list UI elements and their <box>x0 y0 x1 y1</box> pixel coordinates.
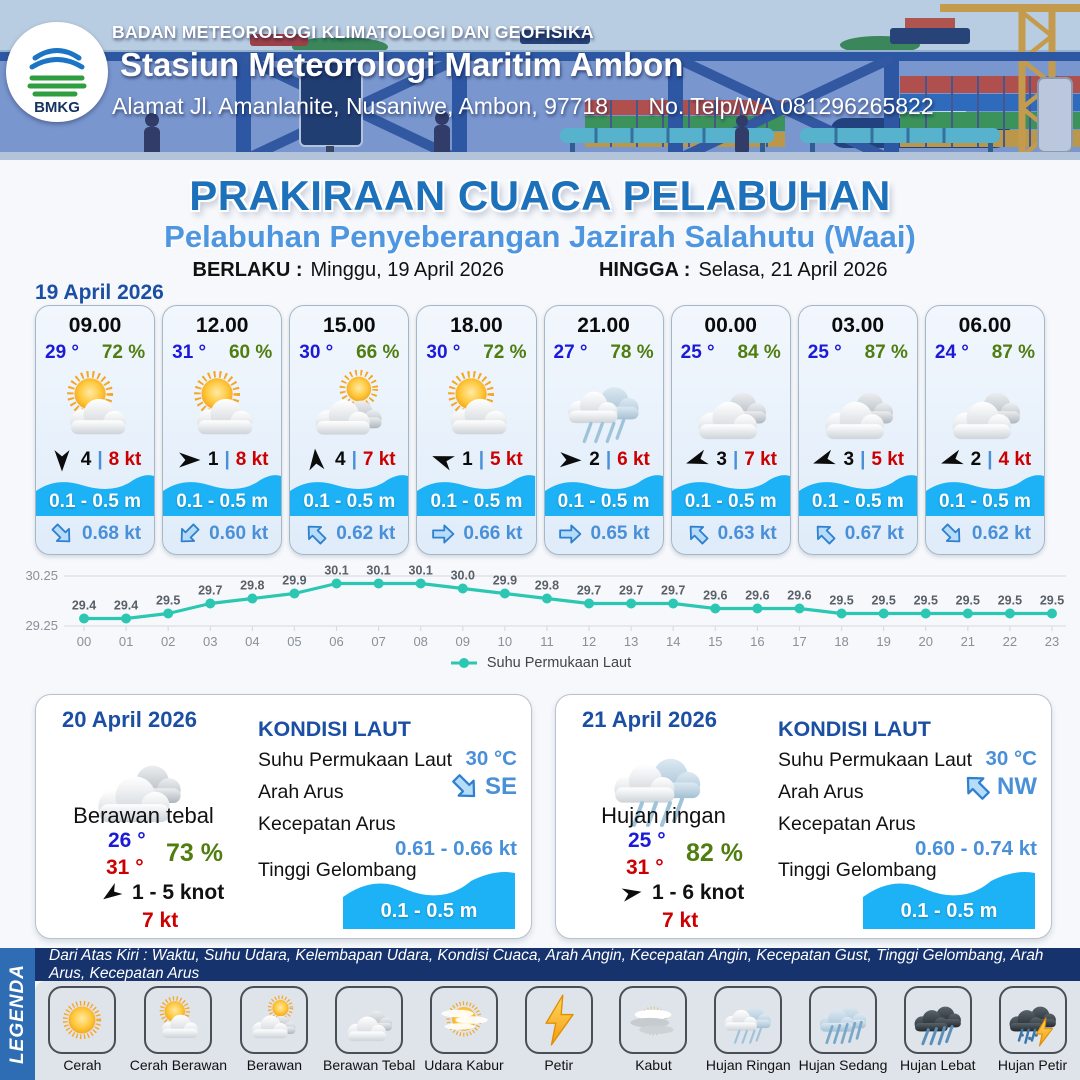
legend-item-label: Hujan Petir <box>997 1057 1068 1073</box>
daily-wind-range: 1 - 6 knot <box>652 881 745 904</box>
gust-speed: 7 kt <box>744 449 778 470</box>
legend-item <box>796 981 891 1080</box>
wave-height-band <box>163 471 281 516</box>
weather-icon <box>417 366 535 448</box>
sea-heading: KONDISI LAUT <box>258 717 411 741</box>
sea-heading: KONDISI LAUT <box>778 717 931 741</box>
weather-icon <box>163 366 281 448</box>
hourly-cards-row <box>35 305 1045 555</box>
legend-weather-icon <box>437 993 491 1047</box>
gust-separator: | <box>732 449 739 470</box>
daily-gust: 7 kt <box>662 909 699 932</box>
current-speed: 0.65 kt <box>590 523 650 544</box>
daily-weather-desc: Hujan ringan <box>601 803 726 828</box>
wind-row <box>36 447 154 473</box>
legend-vertical-label: LEGENDA <box>6 964 28 1064</box>
daily-gust: 7 kt <box>142 909 179 932</box>
card-time: 21.00 <box>577 314 630 337</box>
hourly-date: 19 April 2026 <box>35 281 164 304</box>
svg-text:19: 19 <box>876 634 891 649</box>
validity-row <box>0 259 1080 282</box>
hourly-forecast-card <box>925 305 1045 555</box>
svg-text:16: 16 <box>750 634 765 649</box>
wave-height: 0.1 - 0.5 m <box>430 491 523 512</box>
legend-weather-icon <box>626 993 680 1047</box>
gust-separator: | <box>478 449 485 470</box>
temp-humidity-row <box>417 338 535 364</box>
legend-item <box>511 981 606 1080</box>
sst-label: Suhu Permukaan Laut <box>258 749 453 771</box>
current-speed: 0.63 kt <box>717 523 777 544</box>
legend-item-label: Cerah Berawan <box>129 1057 228 1073</box>
legend-weather-icon <box>532 993 586 1047</box>
card-time: 00.00 <box>704 314 757 337</box>
header <box>0 0 1080 160</box>
current-direction-icon <box>954 764 999 809</box>
berlaku-value: Minggu, 19 April 2026 <box>310 259 504 281</box>
svg-text:14: 14 <box>665 634 681 649</box>
station-phone: No. Telp/WA 081296265822 <box>648 93 934 119</box>
gust-separator: | <box>351 449 357 470</box>
agency-name: BADAN METEOROLOGI KLIMATOLOGI DAN GEOFISIKA <box>112 22 594 42</box>
weather-icon <box>799 366 917 448</box>
card-time: 12.00 <box>195 314 249 337</box>
chart-legend-marker <box>449 657 479 669</box>
gust-speed: 5 kt <box>871 449 905 470</box>
wind-direction-icon <box>49 447 75 473</box>
wind-direction-icon <box>95 877 127 909</box>
svg-text:29.5: 29.5 <box>829 593 854 608</box>
legend-caption-bar <box>35 948 1080 981</box>
wave-height-band <box>290 471 408 516</box>
validity-to <box>599 259 888 282</box>
svg-text:23: 23 <box>1044 634 1060 649</box>
legend-item <box>322 981 417 1080</box>
temp-humidity-row <box>672 338 790 364</box>
temp-humidity-row <box>926 338 1044 364</box>
daily-temp-min: 26 ° <box>108 829 146 852</box>
sst-value: 30 °C <box>985 747 1037 770</box>
legend-icon-box <box>240 986 308 1054</box>
legend-item-label: Berawan Tebal <box>323 1057 416 1073</box>
wind-speed: 1 <box>207 449 219 470</box>
daily-date: 21 April 2026 <box>582 707 717 732</box>
validity-from <box>193 259 504 282</box>
card-time: 18.00 <box>450 314 503 337</box>
wind-direction-icon <box>618 880 645 907</box>
legend-item <box>701 981 796 1080</box>
legend-item <box>890 981 985 1080</box>
legend-item-label: Berawan <box>246 1057 303 1073</box>
card-time: 15.00 <box>323 314 376 337</box>
svg-text:15: 15 <box>708 634 723 649</box>
legend-icon-box <box>714 986 782 1054</box>
address-row <box>112 93 934 120</box>
svg-text:29.9: 29.9 <box>282 573 307 588</box>
wave-height: 0.1 - 0.5 m <box>557 491 650 512</box>
svg-text:29.5: 29.5 <box>871 593 896 608</box>
current-row <box>290 518 408 550</box>
sst-label: Suhu Permukaan Laut <box>778 749 973 771</box>
hourly-forecast-card <box>289 305 409 555</box>
wave-height-band <box>799 471 917 516</box>
current-direction-text: NW <box>997 773 1037 800</box>
legend-vertical-strip <box>0 948 35 1080</box>
gust-separator: | <box>860 449 866 470</box>
legend-icon-box <box>904 986 972 1054</box>
legend-item-label: Petir <box>544 1057 574 1073</box>
berlaku-label: BERLAKU : <box>192 259 303 281</box>
sst-chart <box>0 556 1080 656</box>
current-speed: 0.62 kt <box>971 523 1032 544</box>
legend-weather-icon <box>911 993 965 1047</box>
page-subtitle: Pelabuhan Penyeberangan Jazirah Salahutu (Waai) <box>164 219 916 254</box>
weather-icon <box>545 366 663 448</box>
legend-icon-box <box>144 986 212 1054</box>
current-direction-icon <box>557 521 583 547</box>
card-humidity: 66 % <box>356 342 400 363</box>
svg-text:30.0: 30.0 <box>450 568 475 583</box>
legend-item-label: Udara Kabur <box>424 1057 504 1073</box>
svg-text:29.8: 29.8 <box>240 578 265 593</box>
current-direction-icon <box>298 516 335 553</box>
svg-text:29.6: 29.6 <box>787 588 812 603</box>
svg-text:29.6: 29.6 <box>703 588 728 603</box>
daily-humidity: 82 % <box>686 839 743 867</box>
current-speed-value: 0.60 - 0.74 kt <box>915 837 1037 860</box>
card-humidity: 60 % <box>228 342 273 363</box>
gust-separator: | <box>224 449 230 470</box>
daily-card-20-april <box>35 694 532 939</box>
card-temperature: 27 ° <box>553 342 588 363</box>
current-direction-icon <box>806 516 843 553</box>
current-direction-icon <box>679 516 716 553</box>
wave-height-band <box>545 471 663 516</box>
daily-temp-max: 31 ° <box>106 856 144 879</box>
temp-humidity-row <box>799 338 917 364</box>
bmkg-logo <box>6 22 108 122</box>
current-direction-icon <box>442 764 487 809</box>
legend-icon-box <box>525 986 593 1054</box>
gust-separator: | <box>605 449 612 470</box>
legend-item <box>227 981 322 1080</box>
current-direction-label: Arah Arus <box>258 781 344 803</box>
weather-icon <box>672 366 790 448</box>
wind-speed: 3 <box>843 449 855 470</box>
wind-speed: 3 <box>716 449 727 470</box>
gust-speed: 5 kt <box>490 449 523 470</box>
wave-height: 0.1 - 0.5 m <box>303 491 396 512</box>
svg-text:08: 08 <box>413 634 428 649</box>
wind-speed: 1 <box>462 449 473 470</box>
current-row <box>163 518 281 550</box>
wave-height-band <box>672 471 790 516</box>
current-speed: 0.67 kt <box>844 523 904 544</box>
current-row <box>36 518 154 550</box>
wind-direction-icon <box>302 446 330 474</box>
card-time: 03.00 <box>831 314 885 337</box>
svg-text:03: 03 <box>203 634 218 649</box>
wind-speed: 2 <box>970 449 982 470</box>
card-temperature: 25 ° <box>807 342 842 363</box>
wave-height-value: 0.1 - 0.5 m <box>380 900 478 922</box>
hourly-forecast-card <box>798 305 918 555</box>
svg-text:29.7: 29.7 <box>576 583 602 598</box>
svg-text:29.5: 29.5 <box>955 593 980 608</box>
gust-speed: 8 kt <box>235 449 269 470</box>
svg-text:29.5: 29.5 <box>997 593 1023 608</box>
svg-text:29.7: 29.7 <box>618 583 644 598</box>
wind-row <box>672 447 790 473</box>
current-row <box>799 518 917 550</box>
chart-legend-label: Suhu Permukaan Laut <box>486 655 632 671</box>
current-speed-value: 0.61 - 0.66 kt <box>395 837 517 860</box>
wave-height-box <box>863 867 1035 929</box>
wave-height: 0.1 - 0.5 m <box>811 491 904 512</box>
card-humidity: 72 % <box>483 342 527 363</box>
legend-item <box>130 981 227 1080</box>
current-direction-icon <box>44 516 81 553</box>
current-direction <box>449 771 517 803</box>
hourly-forecast-card <box>544 305 664 555</box>
current-direction-label: Arah Arus <box>778 781 864 803</box>
temp-humidity-row <box>290 338 408 364</box>
legend-icon-box <box>809 986 877 1054</box>
card-humidity: 87 % <box>864 342 908 363</box>
wave-height: 0.1 - 0.5 m <box>684 491 777 512</box>
wave-height-value: 0.1 - 0.5 m <box>900 900 998 922</box>
current-speed: 0.66 kt <box>463 523 523 544</box>
wave-height-band <box>417 471 535 516</box>
daily-card-21-april <box>555 694 1052 939</box>
svg-text:02: 02 <box>160 634 176 649</box>
daily-date: 20 April 2026 <box>62 707 197 732</box>
svg-text:30.1: 30.1 <box>366 563 391 578</box>
legend-icon-box <box>430 986 498 1054</box>
current-speed-label: Kecepatan Arus <box>778 813 916 835</box>
wind-speed: 4 <box>334 449 346 470</box>
svg-text:07: 07 <box>371 634 386 649</box>
svg-text:29.25: 29.25 <box>25 618 58 633</box>
svg-text:30.1: 30.1 <box>408 563 433 578</box>
legend-item-label: Hujan Lebat <box>900 1057 976 1073</box>
weather-icon <box>290 366 408 448</box>
hingga-value: Selasa, 21 April 2026 <box>698 259 888 281</box>
station-address: Alamat Jl. Amanlanite, Nusaniwe, Ambon, 97718 <box>112 93 609 119</box>
current-direction-icon <box>430 521 456 547</box>
current-row <box>417 518 535 550</box>
wind-row <box>545 447 663 473</box>
legend-caption: Dari Atas Kiri : Waktu, Suhu Udara, Kelembapan Udara, Kondisi Cuaca, Arah Angin, Kecepatan Angin, Kecepatan Gust, Tinggi Gelombang, Arah Arus, Kecepatan Arus <box>49 946 1044 982</box>
svg-text:09: 09 <box>455 634 471 649</box>
svg-text:04: 04 <box>245 634 260 649</box>
current-speed: 0.62 kt <box>336 523 396 544</box>
legend-icon-box <box>48 986 116 1054</box>
svg-text:11: 11 <box>540 634 554 649</box>
gust-speed: 4 kt <box>998 449 1032 470</box>
legend-weather-icon <box>816 993 870 1047</box>
legend-weather-icon <box>721 993 775 1047</box>
daily-humidity: 73 % <box>166 839 223 867</box>
wave-height-band <box>36 471 154 516</box>
gust-separator: | <box>987 449 993 470</box>
weather-icon <box>926 366 1044 448</box>
wind-row <box>799 447 917 473</box>
gust-speed: 7 kt <box>362 449 396 470</box>
wind-direction-icon <box>176 447 202 473</box>
svg-text:06: 06 <box>329 634 344 649</box>
card-temperature: 30 ° <box>299 342 334 363</box>
card-temperature: 29 ° <box>45 342 80 363</box>
gust-speed: 8 kt <box>108 449 142 470</box>
bmkg-logo-text: BMKG <box>34 99 80 116</box>
svg-text:13: 13 <box>623 634 639 649</box>
sea-conditions <box>778 695 1037 938</box>
svg-text:01: 01 <box>118 634 134 649</box>
svg-text:29.6: 29.6 <box>745 588 770 603</box>
svg-text:21: 21 <box>960 634 976 649</box>
wave-height-label: Tinggi Gelombang <box>258 859 417 881</box>
legend-item <box>35 981 130 1080</box>
chart-legend <box>0 655 1080 671</box>
hingga-label: HINGGA : <box>598 259 691 281</box>
legend-weather-icon <box>55 993 109 1047</box>
current-row <box>545 518 663 550</box>
hourly-forecast-card <box>162 305 282 555</box>
card-humidity: 78 % <box>610 342 654 363</box>
current-row <box>672 518 790 550</box>
daily-wind-row <box>100 881 224 905</box>
legend-section <box>0 948 1080 1080</box>
svg-text:29.8: 29.8 <box>534 578 560 593</box>
card-temperature: 31 ° <box>172 342 207 363</box>
temp-humidity-row <box>163 338 281 364</box>
card-humidity: 87 % <box>991 342 1035 363</box>
wave-height-box <box>343 867 515 929</box>
legend-item <box>985 981 1080 1080</box>
current-row <box>926 518 1044 550</box>
svg-text:29.5: 29.5 <box>1039 593 1065 608</box>
current-speed: 0.60 kt <box>209 523 269 544</box>
legend-icon-box <box>335 986 403 1054</box>
daily-wind-row <box>620 881 744 905</box>
weather-icon <box>36 366 154 448</box>
gust-separator: | <box>97 449 103 470</box>
current-speed: 0.68 kt <box>81 523 142 544</box>
wave-height: 0.1 - 0.5 m <box>49 491 141 512</box>
daily-temp-max: 31 ° <box>626 856 664 879</box>
wave-height-band <box>926 471 1044 516</box>
svg-text:30.1: 30.1 <box>324 563 349 578</box>
legend-item <box>606 981 701 1080</box>
current-direction-icon <box>171 516 208 553</box>
legend-item-label: Hujan Sedang <box>798 1057 888 1073</box>
gust-speed: 6 kt <box>617 449 650 470</box>
sst-value: 30 °C <box>465 747 517 770</box>
wind-row <box>163 447 281 473</box>
legend-item-label: Cerah <box>63 1057 102 1073</box>
current-direction-icon <box>933 516 970 553</box>
page-title: PRAKIRAAN CUACA PELABUHAN <box>189 172 891 219</box>
card-temperature: 25 ° <box>680 342 715 363</box>
legend-weather-icon <box>342 993 396 1047</box>
legend-icon-box <box>999 986 1067 1054</box>
card-temperature: 24 ° <box>934 342 969 363</box>
svg-text:29.4: 29.4 <box>113 598 139 613</box>
station-name: Stasiun Meteorologi Maritim Ambon <box>120 46 684 83</box>
legend-item-label: Hujan Ringan <box>705 1057 791 1073</box>
svg-text:29.7: 29.7 <box>661 583 686 598</box>
svg-text:29.7: 29.7 <box>198 583 223 598</box>
daily-temp-min: 25 ° <box>628 829 666 852</box>
svg-text:29.4: 29.4 <box>71 598 97 613</box>
legend-icon-box <box>619 986 687 1054</box>
card-time: 09.00 <box>68 314 122 337</box>
svg-text:18: 18 <box>834 634 849 649</box>
daily-wind-range: 1 - 5 knot <box>132 881 225 904</box>
card-humidity: 72 % <box>101 342 146 363</box>
card-time: 06.00 <box>958 314 1012 337</box>
current-direction-text: SE <box>484 773 517 800</box>
wind-row <box>417 447 535 473</box>
temp-humidity-row <box>545 338 663 364</box>
wind-row <box>290 447 408 473</box>
hourly-forecast-card <box>416 305 536 555</box>
svg-text:17: 17 <box>792 634 807 649</box>
svg-text:29.5: 29.5 <box>913 593 938 608</box>
wind-speed: 2 <box>589 449 600 470</box>
svg-text:29.9: 29.9 <box>492 573 518 588</box>
wave-height: 0.1 - 0.5 m <box>938 491 1031 512</box>
card-temperature: 30 ° <box>426 342 461 363</box>
temp-humidity-row <box>36 338 154 364</box>
svg-text:00: 00 <box>76 634 92 649</box>
daily-weather-desc: Berawan tebal <box>73 803 214 828</box>
sea-conditions <box>258 695 517 938</box>
legend-weather-icon <box>1006 993 1060 1047</box>
current-speed-label: Kecepatan Arus <box>258 813 396 835</box>
svg-text:12: 12 <box>581 634 597 649</box>
current-direction <box>961 771 1037 803</box>
wave-height: 0.1 - 0.5 m <box>176 491 269 512</box>
card-humidity: 84 % <box>737 342 781 363</box>
wave-height-label: Tinggi Gelombang <box>778 859 937 881</box>
legend-items-row <box>35 981 1080 1080</box>
svg-text:29.5: 29.5 <box>156 593 181 608</box>
wind-direction-icon <box>557 447 584 474</box>
hourly-forecast-card <box>35 305 155 555</box>
svg-text:10: 10 <box>497 634 513 649</box>
legend-weather-icon <box>247 993 301 1047</box>
svg-text:20: 20 <box>918 634 933 649</box>
wind-row <box>926 447 1044 473</box>
legend-item <box>417 981 512 1080</box>
svg-text:05: 05 <box>287 634 302 649</box>
svg-text:22: 22 <box>1002 634 1018 649</box>
legend-item-label: Kabut <box>635 1057 672 1073</box>
svg-text:30.25: 30.25 <box>25 568 58 583</box>
hourly-forecast-card <box>671 305 791 555</box>
wind-speed: 4 <box>80 449 92 470</box>
legend-weather-icon <box>151 993 205 1047</box>
